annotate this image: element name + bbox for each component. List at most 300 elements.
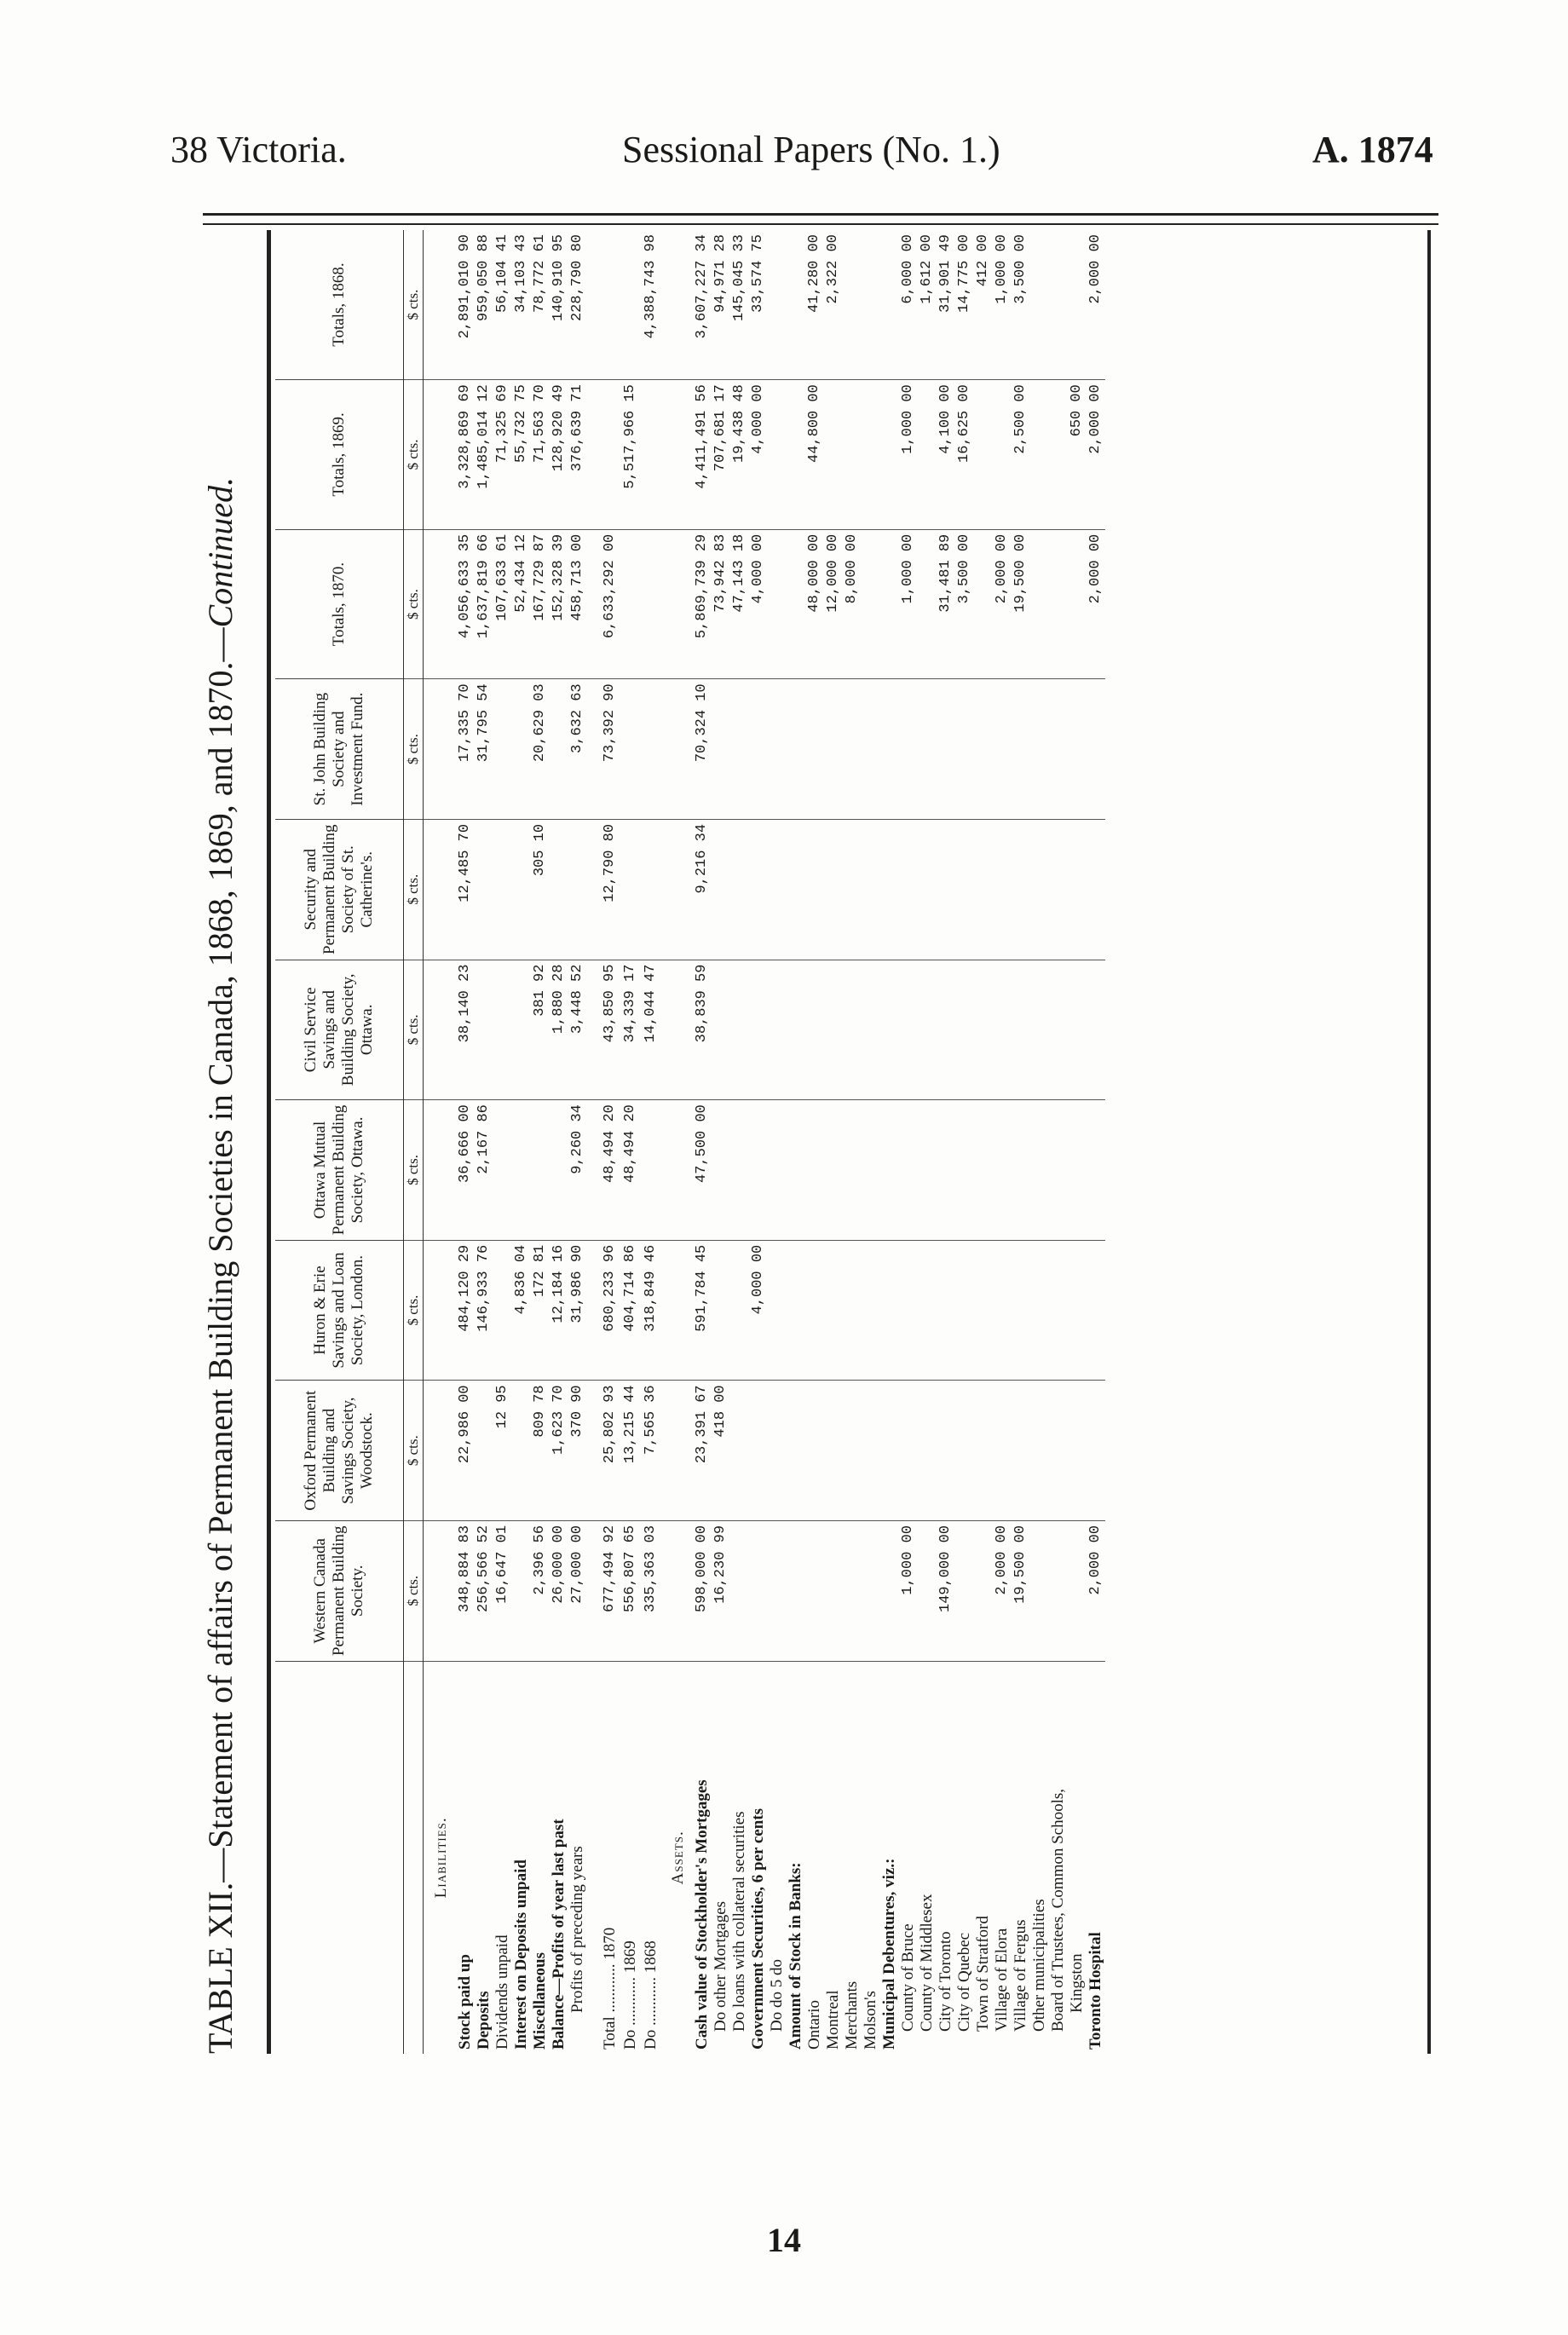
value-cell: 4,411,491 56 xyxy=(693,380,712,530)
value-cell xyxy=(1068,1520,1087,1661)
row-label: Village of Elora xyxy=(993,1928,1011,2032)
value-cell: 256,566 52 xyxy=(475,1520,493,1661)
asset-row xyxy=(787,230,805,2054)
value-cell xyxy=(880,1381,899,1521)
value-cell xyxy=(787,380,805,530)
value-cell xyxy=(1030,1100,1049,1241)
value-cell xyxy=(1030,1520,1049,1661)
asset-row xyxy=(1068,230,1087,2054)
value-cell xyxy=(1049,1240,1068,1381)
value-cell xyxy=(1049,960,1068,1100)
value-cell: 25,802 93 xyxy=(599,1381,620,1521)
value-cell: 412 00 xyxy=(974,230,993,380)
value-cell: 3,500 00 xyxy=(1012,230,1030,380)
value-cell: 1,612 00 xyxy=(918,230,937,380)
column-header: Totals, 1868. xyxy=(275,230,404,380)
value-cell: 12,000 00 xyxy=(824,529,843,679)
row-label: Town of Stratford xyxy=(974,1916,992,2032)
spacer-cell xyxy=(587,230,599,380)
value-cell xyxy=(1030,1240,1049,1381)
value-cell xyxy=(974,679,993,820)
row-label: Other municipalities xyxy=(1030,1899,1048,2032)
value-cell: 348,884 83 xyxy=(456,1520,475,1661)
value-cell xyxy=(787,679,805,820)
value-cell xyxy=(974,819,993,960)
value-cell xyxy=(730,819,749,960)
row-label: Stock paid up xyxy=(456,1954,474,2050)
value-cell: 598,000 00 xyxy=(693,1520,712,1661)
value-cell xyxy=(974,529,993,679)
value-cell: 9,260 34 xyxy=(568,1100,587,1241)
column-header: Totals, 1870. xyxy=(275,529,404,679)
row-label: Ontario xyxy=(805,1999,823,2050)
value-cell xyxy=(918,529,937,679)
value-cell: 73,392 90 xyxy=(599,679,620,820)
spacer-cell xyxy=(587,679,599,820)
row-label: City of Quebec xyxy=(955,1932,973,2032)
asset-row xyxy=(824,230,843,2054)
value-cell xyxy=(640,679,660,820)
row-label: City of Toronto xyxy=(937,1931,954,2032)
value-cell xyxy=(843,960,862,1100)
value-cell: 370 90 xyxy=(568,1381,587,1521)
column-header: Totals, 1869. xyxy=(275,380,404,530)
units-cell: $ cts. xyxy=(404,1381,424,1521)
value-cell: 6,000 00 xyxy=(899,230,918,380)
value-cell: 404,714 86 xyxy=(620,1240,640,1381)
value-cell: 55,732 75 xyxy=(512,380,531,530)
value-cell xyxy=(824,1100,843,1241)
value-cell xyxy=(805,1100,824,1241)
value-cell: 3,500 00 xyxy=(955,529,974,679)
section-spacer xyxy=(424,1240,457,1381)
running-head-left: 38 Victoria. xyxy=(170,129,347,170)
section-spacer xyxy=(660,1100,693,1241)
value-cell xyxy=(937,819,955,960)
units-cell: $ cts. xyxy=(404,1240,424,1381)
value-cell xyxy=(1049,679,1068,820)
rotated-table-block xyxy=(200,230,1436,2054)
spacer-cell xyxy=(587,1240,599,1381)
total-row xyxy=(599,230,620,2054)
value-cell xyxy=(862,960,880,1100)
table-header-row xyxy=(275,230,404,2054)
column-header xyxy=(275,1661,404,2054)
value-cell: 56,104 41 xyxy=(493,230,512,380)
value-cell xyxy=(730,1100,749,1241)
row-label: Board of Trustees, Common Schools, xyxy=(1049,1788,1067,2032)
value-cell: 2,891,010 90 xyxy=(456,230,475,380)
liabilities-heading xyxy=(424,230,457,2054)
table-title-main: TABLE XII.—Statement of affairs of Permanent Building Societies in Canada, 1868, 1869, and 1870.— xyxy=(201,627,239,2054)
value-cell xyxy=(899,679,918,820)
value-cell xyxy=(599,380,620,530)
value-cell xyxy=(843,1100,862,1241)
value-cell xyxy=(955,819,974,960)
value-cell: 591,784 45 xyxy=(693,1240,712,1381)
column-header: Civil Service Savings and Building Society, Ottawa. xyxy=(275,960,404,1100)
value-cell: 146,933 76 xyxy=(475,1240,493,1381)
asset-row xyxy=(955,230,974,2054)
units-cell: $ cts. xyxy=(404,529,424,679)
value-cell xyxy=(899,1381,918,1521)
value-cell xyxy=(640,1100,660,1241)
value-cell: 3,607,227 34 xyxy=(693,230,712,380)
value-cell xyxy=(712,960,730,1100)
table-title-continued: Continued. xyxy=(201,476,239,628)
row-label: County of Bruce xyxy=(899,1923,917,2032)
value-cell xyxy=(749,960,768,1100)
asset-row xyxy=(805,230,824,2054)
value-cell xyxy=(787,529,805,679)
value-cell xyxy=(1012,679,1030,820)
value-cell xyxy=(880,1520,899,1661)
table-title xyxy=(200,230,251,2054)
value-cell xyxy=(862,1100,880,1241)
value-cell: 4,056,633 35 xyxy=(456,529,475,679)
value-cell xyxy=(768,1381,787,1521)
value-cell xyxy=(1049,819,1068,960)
asset-row xyxy=(730,230,749,2054)
value-cell xyxy=(974,1100,993,1241)
value-cell: 19,438 48 xyxy=(730,380,749,530)
value-cell xyxy=(880,529,899,679)
liability-row xyxy=(475,230,493,2054)
value-cell: 14,775 00 xyxy=(955,230,974,380)
spacer-cell xyxy=(587,380,599,530)
value-cell xyxy=(899,960,918,1100)
value-cell xyxy=(493,819,512,960)
column-header: St. John Building Society and Investment Fund. xyxy=(275,679,404,820)
value-cell xyxy=(862,380,880,530)
section-spacer xyxy=(660,960,693,1100)
value-cell: 677,494 92 xyxy=(599,1520,620,1661)
value-cell xyxy=(1049,1520,1068,1661)
value-cell: 27,000 00 xyxy=(568,1520,587,1661)
row-label: Municipal Debentures, viz.: xyxy=(880,1858,898,2050)
asset-row xyxy=(749,230,768,2054)
value-cell: 376,639 71 xyxy=(568,380,587,530)
value-cell xyxy=(1049,230,1068,380)
value-cell: 556,807 65 xyxy=(620,1520,640,1661)
value-cell xyxy=(937,1240,955,1381)
spacer-cell xyxy=(587,819,599,960)
value-cell: 3,632 63 xyxy=(568,679,587,820)
value-cell xyxy=(993,679,1012,820)
value-cell: 149,000 00 xyxy=(937,1520,955,1661)
value-cell: 4,000 00 xyxy=(749,1240,768,1381)
value-cell: 484,120 29 xyxy=(456,1240,475,1381)
value-cell xyxy=(974,1520,993,1661)
value-cell: 19,500 00 xyxy=(1012,1520,1030,1661)
asset-row xyxy=(918,230,937,2054)
value-cell xyxy=(937,960,955,1100)
liabilities-heading-label: Liabilities. xyxy=(432,1817,450,1899)
value-cell: 71,325 69 xyxy=(493,380,512,530)
value-cell xyxy=(824,1520,843,1661)
value-cell xyxy=(880,679,899,820)
asset-row xyxy=(993,230,1012,2054)
value-cell: 2,322 00 xyxy=(824,230,843,380)
value-cell xyxy=(1030,1381,1049,1521)
value-cell xyxy=(512,1381,531,1521)
value-cell xyxy=(787,1240,805,1381)
spacer-cell xyxy=(587,1100,599,1241)
value-cell: 4,388,743 98 xyxy=(640,230,660,380)
value-cell xyxy=(493,679,512,820)
row-label: Molson's xyxy=(862,1991,879,2050)
value-cell: 6,633,292 00 xyxy=(599,529,620,679)
value-cell xyxy=(1012,1381,1030,1521)
units-cell: $ cts. xyxy=(404,679,424,820)
value-cell xyxy=(1087,960,1105,1100)
value-cell xyxy=(640,380,660,530)
table-bottom-rule xyxy=(1427,230,1431,2054)
asset-row xyxy=(1030,230,1049,2054)
value-cell xyxy=(880,1240,899,1381)
row-label: Miscellaneous xyxy=(531,1952,549,2050)
header-rule-thin xyxy=(203,223,1438,225)
value-cell: 44,800 00 xyxy=(805,380,824,530)
value-cell xyxy=(862,230,880,380)
value-cell xyxy=(880,960,899,1100)
liability-row xyxy=(550,230,568,2054)
section-spacer xyxy=(660,819,693,960)
value-cell: 418 00 xyxy=(712,1381,730,1521)
value-cell xyxy=(1068,529,1087,679)
value-cell: 650 00 xyxy=(1068,380,1087,530)
row-label: Kingston xyxy=(1068,1953,1086,2013)
value-cell xyxy=(1068,1100,1087,1241)
value-cell xyxy=(993,819,1012,960)
value-cell: 47,500 00 xyxy=(693,1100,712,1241)
value-cell: 2,000 00 xyxy=(1087,1520,1105,1661)
value-cell xyxy=(787,1381,805,1521)
table-body xyxy=(404,230,1106,2054)
value-cell: 1,637,819 66 xyxy=(475,529,493,679)
column-header: Huron & Erie Savings and Loan Society, London. xyxy=(275,1240,404,1381)
value-cell xyxy=(899,1100,918,1241)
total-row xyxy=(620,230,640,2054)
value-cell: 34,103 43 xyxy=(512,230,531,380)
value-cell: 1,000 00 xyxy=(899,1520,918,1661)
value-cell: 12 95 xyxy=(493,1381,512,1521)
value-cell: 52,434 12 xyxy=(512,529,531,679)
value-cell xyxy=(880,819,899,960)
value-cell: 7,565 36 xyxy=(640,1381,660,1521)
value-cell xyxy=(862,819,880,960)
value-cell xyxy=(1012,1240,1030,1381)
value-cell xyxy=(862,679,880,820)
value-cell xyxy=(749,1520,768,1661)
value-cell: 12,485 70 xyxy=(456,819,475,960)
value-cell xyxy=(730,1520,749,1661)
value-cell: 33,574 75 xyxy=(749,230,768,380)
page-number: 14 xyxy=(767,2221,801,2259)
asset-row xyxy=(899,230,918,2054)
value-cell xyxy=(1087,679,1105,820)
value-cell: 4,000 00 xyxy=(749,529,768,679)
section-spacer xyxy=(424,1100,457,1241)
value-cell: 38,839 59 xyxy=(693,960,712,1100)
value-cell xyxy=(531,1100,550,1241)
value-cell xyxy=(1068,1240,1087,1381)
value-cell xyxy=(730,1381,749,1521)
value-cell: 12,184 16 xyxy=(550,1240,568,1381)
value-cell: 31,795 54 xyxy=(475,679,493,820)
section-spacer xyxy=(424,1520,457,1661)
value-cell xyxy=(1030,230,1049,380)
liability-row xyxy=(531,230,550,2054)
section-spacer xyxy=(424,529,457,679)
value-cell xyxy=(974,380,993,530)
value-cell xyxy=(899,819,918,960)
value-cell xyxy=(749,679,768,820)
value-cell: 13,215 44 xyxy=(620,1381,640,1521)
value-cell: 36,666 00 xyxy=(456,1100,475,1241)
value-cell xyxy=(640,529,660,679)
value-cell xyxy=(712,819,730,960)
value-cell: 16,625 00 xyxy=(955,380,974,530)
value-cell: 959,050 88 xyxy=(475,230,493,380)
value-cell xyxy=(1030,679,1049,820)
value-cell: 2,000 00 xyxy=(993,1520,1012,1661)
value-cell: 38,140 23 xyxy=(456,960,475,1100)
value-cell xyxy=(512,1520,531,1661)
value-cell: 5,869,739 29 xyxy=(693,529,712,679)
units-cell: $ cts. xyxy=(404,960,424,1100)
value-cell xyxy=(712,679,730,820)
value-cell xyxy=(787,1520,805,1661)
asset-row xyxy=(712,230,730,2054)
value-cell xyxy=(918,1520,937,1661)
asset-row xyxy=(974,230,993,2054)
section-spacer xyxy=(660,1240,693,1381)
value-cell xyxy=(955,679,974,820)
value-cell: 680,233 96 xyxy=(599,1240,620,1381)
units-row xyxy=(404,230,424,2054)
value-cell xyxy=(843,230,862,380)
row-label: Cash value of Stockholder's Mortgages xyxy=(693,1779,711,2050)
value-cell: 14,044 47 xyxy=(640,960,660,1100)
value-cell: 1,485,014 12 xyxy=(475,380,493,530)
value-cell: 5,517,966 15 xyxy=(620,380,640,530)
value-cell xyxy=(730,679,749,820)
row-label: Government Securities, 6 per cents xyxy=(749,1807,767,2050)
value-cell xyxy=(955,1240,974,1381)
liability-row xyxy=(493,230,512,2054)
value-cell: 1,000 00 xyxy=(993,230,1012,380)
value-cell xyxy=(493,1100,512,1241)
value-cell xyxy=(805,679,824,820)
value-cell: 2,000 00 xyxy=(1087,380,1105,530)
value-cell: 140,910 95 xyxy=(550,230,568,380)
value-cell: 3,448 52 xyxy=(568,960,587,1100)
value-cell xyxy=(1049,380,1068,530)
spacer-cell xyxy=(587,960,599,1100)
value-cell: 73,942 83 xyxy=(712,529,730,679)
value-cell xyxy=(1087,1381,1105,1521)
value-cell xyxy=(493,960,512,1100)
value-cell: 31,481 89 xyxy=(937,529,955,679)
row-label: Merchants xyxy=(843,1980,861,2050)
section-spacer xyxy=(424,960,457,1100)
value-cell xyxy=(937,1100,955,1241)
row-label: Do other Mortgages xyxy=(712,1900,729,2032)
units-cell: $ cts. xyxy=(404,230,424,380)
value-cell: 71,563 70 xyxy=(531,380,550,530)
asset-row xyxy=(768,230,787,2054)
value-cell: 3,328,869 69 xyxy=(456,380,475,530)
assets-heading-label: Assets. xyxy=(669,1831,687,1885)
value-cell xyxy=(918,1381,937,1521)
value-cell xyxy=(974,960,993,1100)
running-head-center: Sessional Papers (No. 1.) xyxy=(622,129,1000,170)
units-spacer xyxy=(404,1661,424,2054)
value-cell: 707,681 17 xyxy=(712,380,730,530)
value-cell xyxy=(918,1100,937,1241)
column-header: Ottawa Mutual Permanent Building Society, Ottawa. xyxy=(275,1100,404,1241)
section-spacer xyxy=(424,679,457,820)
value-cell xyxy=(1087,1100,1105,1241)
value-cell xyxy=(824,1240,843,1381)
value-cell: 128,920 49 xyxy=(550,380,568,530)
value-cell xyxy=(880,230,899,380)
header-rule xyxy=(203,213,1438,216)
value-cell xyxy=(880,380,899,530)
section-spacer xyxy=(424,380,457,530)
value-cell xyxy=(640,819,660,960)
value-cell: 1,880 28 xyxy=(550,960,568,1100)
row-label: Total ............ 1870 xyxy=(601,1927,619,2050)
value-cell xyxy=(880,1100,899,1241)
value-cell xyxy=(843,1520,862,1661)
spacer-cell xyxy=(587,529,599,679)
value-cell: 47,143 18 xyxy=(730,529,749,679)
value-cell: 34,339 17 xyxy=(620,960,640,1100)
value-cell xyxy=(768,819,787,960)
running-head xyxy=(0,128,1568,179)
value-cell xyxy=(1012,1100,1030,1241)
value-cell xyxy=(749,819,768,960)
value-cell xyxy=(862,1381,880,1521)
section-spacer xyxy=(660,1520,693,1661)
value-cell: 458,713 00 xyxy=(568,529,587,679)
value-cell: 9,216 34 xyxy=(693,819,712,960)
row-label: Village of Fergus xyxy=(1012,1919,1029,2032)
value-cell xyxy=(862,529,880,679)
value-cell xyxy=(512,1100,531,1241)
spacer-cell xyxy=(587,1661,599,2054)
value-cell: 78,772 61 xyxy=(531,230,550,380)
value-cell: 4,100 00 xyxy=(937,380,955,530)
value-cell xyxy=(787,819,805,960)
value-cell xyxy=(768,679,787,820)
value-cell: 43,850 95 xyxy=(599,960,620,1100)
row-label: Do ............ 1869 xyxy=(621,1940,639,2050)
asset-row xyxy=(862,230,880,2054)
value-cell xyxy=(712,1240,730,1381)
value-cell: 70,324 10 xyxy=(693,679,712,820)
value-cell xyxy=(862,1520,880,1661)
value-cell: 335,363 03 xyxy=(640,1520,660,1661)
value-cell: 107,633 61 xyxy=(493,529,512,679)
value-cell: 31,901 49 xyxy=(937,230,955,380)
total-row xyxy=(640,230,660,2054)
value-cell xyxy=(749,1381,768,1521)
row-label: Interest on Deposits unpaid xyxy=(512,1859,530,2050)
value-cell xyxy=(599,230,620,380)
